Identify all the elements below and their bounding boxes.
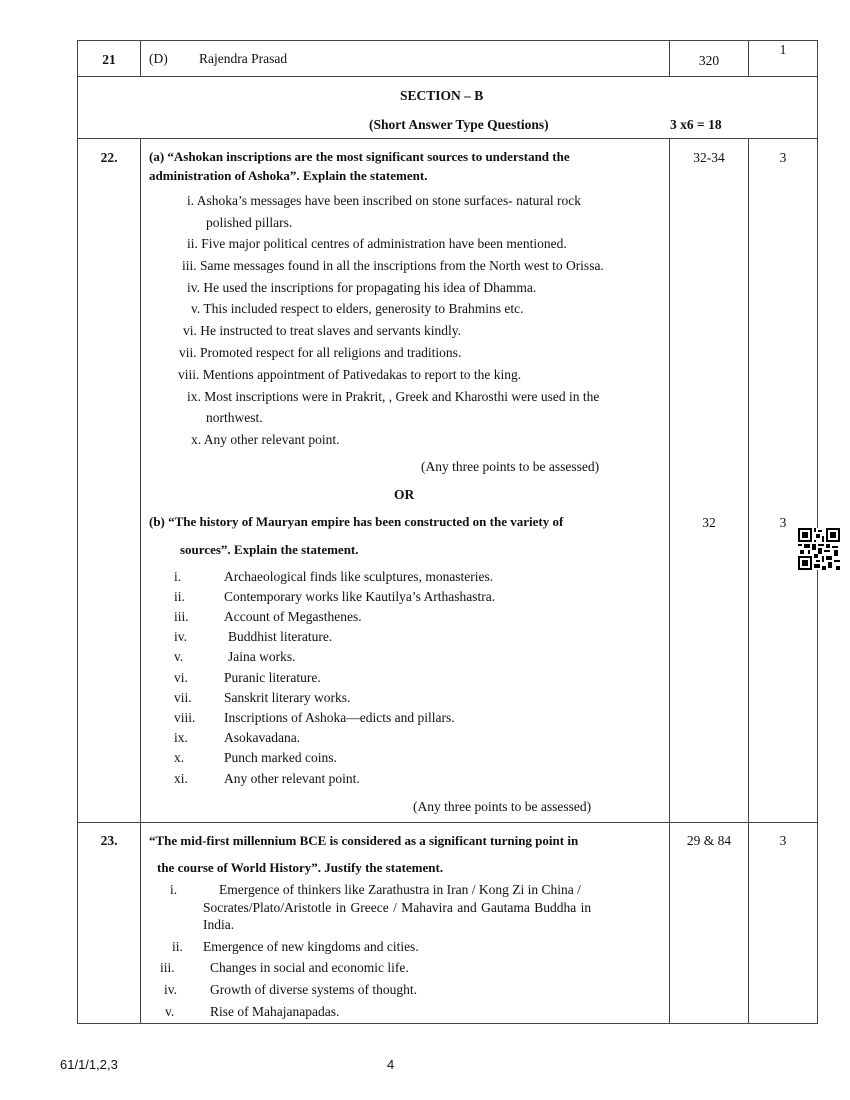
q22b-title-line1: (b) “The history of Mauryan empire has been constructed on the variety of (149, 514, 564, 529)
q22b-point-text: Archaeological finds like sculptures, monasteries. (224, 569, 494, 584)
q22a-point: viii. Mentions appointment of Pativedakas to report to the king. (178, 367, 522, 382)
q22a-point: ix. Most inscriptions were in Prakrit, , Greek and Kharosthi were used in the (187, 389, 600, 404)
q22a-page: 32-34 (693, 150, 725, 165)
q22b-point-num: iii. (174, 609, 189, 624)
section-title: SECTION – B (400, 88, 484, 103)
row21-answer: Rajendra Prasad (199, 51, 288, 66)
q22b-point-num: x. (174, 750, 185, 765)
row21-marks: 1 (779, 42, 787, 57)
row21-bottom-border (77, 76, 818, 77)
q22-or-separator: OR (394, 487, 415, 502)
q22b-point-num: xi. (174, 771, 188, 786)
q23-point-text: Socrates/Plato/Aristotle in Greece / Mahavira and Gautama Buddha in (203, 900, 592, 915)
q22b-point-text: Puranic literature. (224, 670, 321, 685)
q22b-point-text: Inscriptions of Ashoka—edicts and pillars. (224, 710, 455, 725)
q23-point-num: iv. (164, 982, 177, 997)
q22b-point-num: vi. (174, 670, 188, 685)
page-column-divider (669, 138, 670, 1024)
q22a-title-line1: (a) “Ashokan inscriptions are the most significant sources to understand the (149, 149, 570, 164)
q23-title-line2: the course of World History”. Justify the statement. (157, 860, 444, 875)
q23-point-num: iii. (160, 960, 175, 975)
q23-point-text: India. (203, 917, 235, 932)
q22-qno: 22. (100, 150, 118, 165)
q22-bottom-border (77, 822, 818, 823)
q23-page: 29 & 84 (686, 833, 732, 848)
q22b-point-text: Account of Megasthenes. (224, 609, 362, 624)
footer-page-number: 4 (387, 1057, 395, 1072)
q23-point-text: Changes in social and economic life. (210, 960, 409, 975)
q22b-point-text: Jaina works. (228, 649, 296, 664)
q22b-marks: 3 (779, 515, 787, 530)
q23-point-text: Rise of Mahajanapadas. (210, 1004, 340, 1019)
row21-qno: 21 (102, 52, 116, 67)
q22a-point: northwest. (206, 410, 263, 425)
q22b-title-line2: sources”. Explain the statement. (180, 542, 359, 557)
q22b-point-text: Contemporary works like Kautilya’s Arthashastra. (224, 589, 496, 604)
q22b-point-num: ix. (174, 730, 188, 745)
marks-column-divider (748, 138, 749, 1024)
q22a-point: v. This included respect to elders, generosity to Brahmins etc. (191, 301, 524, 316)
q22b-point-text: Buddhist literature. (228, 629, 333, 644)
q23-point-text: Growth of diverse systems of thought. (210, 982, 417, 997)
q22a-title-line2: administration of Ashoka”. Explain the statement. (149, 168, 428, 183)
table-bottom-border (77, 1023, 818, 1024)
q22b-point-num: v. (174, 649, 184, 664)
footer-paper-code: 61/1/1,2,3 (60, 1057, 118, 1072)
q22a-point: vii. Promoted respect for all religions and traditions. (179, 345, 462, 360)
qno-column-divider (140, 138, 141, 1024)
table-top-border (77, 40, 818, 41)
q23-title-line1: “The mid-first millennium BCE is considered as a significant turning point in (149, 833, 579, 848)
q23-point-num: i. (170, 882, 178, 897)
q22a-point: iii. Same messages found in all the inscriptions from the North west to Orissa. (182, 258, 604, 273)
q22b-point-num: iv. (174, 629, 187, 644)
q22b-point-text: Any other relevant point. (224, 771, 360, 786)
q22a-point: polished pillars. (206, 215, 293, 230)
qr-code (798, 528, 840, 570)
q22b-point-num: vii. (174, 690, 192, 705)
row21-option: (D) (149, 51, 168, 66)
q22a-point: ii. Five major political centres of administration have been mentioned. (187, 236, 567, 251)
section-subtitle: (Short Answer Type Questions) (369, 117, 549, 132)
q22b-point-num: ii. (174, 589, 185, 604)
q22a-point: x. Any other relevant point. (191, 432, 340, 447)
row21-page: 320 (698, 53, 720, 68)
q22b-point-text: Asokavadana. (224, 730, 301, 745)
q22a-assessment-note: (Any three points to be assessed) (421, 459, 600, 474)
q22a-point: i. Ashoka’s messages have been inscribed on stone surfaces- natural rock (187, 193, 582, 208)
q22a-marks: 3 (779, 150, 787, 165)
q23-point-num: ii. (172, 939, 183, 954)
qno-column-divider (140, 40, 141, 77)
q22a-point: iv. He used the inscriptions for propagating his idea of Dhamma. (187, 280, 537, 295)
q22b-assessment-note: (Any three points to be assessed) (413, 799, 592, 814)
q23-marks: 3 (779, 833, 787, 848)
section-bottom-border (77, 138, 818, 139)
q23-qno: 23. (100, 833, 118, 848)
q23-point-num: v. (165, 1004, 175, 1019)
q22b-page: 32 (702, 515, 716, 530)
q23-point-text: Emergence of thinkers like Zarathustra in Iran / Kong Zi in China / (219, 882, 581, 897)
section-marks: 3 x6 = 18 (670, 117, 722, 132)
q22b-point-text: Punch marked coins. (224, 750, 337, 765)
q22b-point-num: viii. (174, 710, 196, 725)
q22a-point: vi. He instructed to treat slaves and servants kindly. (183, 323, 462, 338)
q22b-point-num: i. (174, 569, 182, 584)
q22b-point-text: Sanskrit literary works. (224, 690, 351, 705)
table-left-border (77, 40, 78, 1024)
q23-point-text: Emergence of new kingdoms and cities. (203, 939, 419, 954)
